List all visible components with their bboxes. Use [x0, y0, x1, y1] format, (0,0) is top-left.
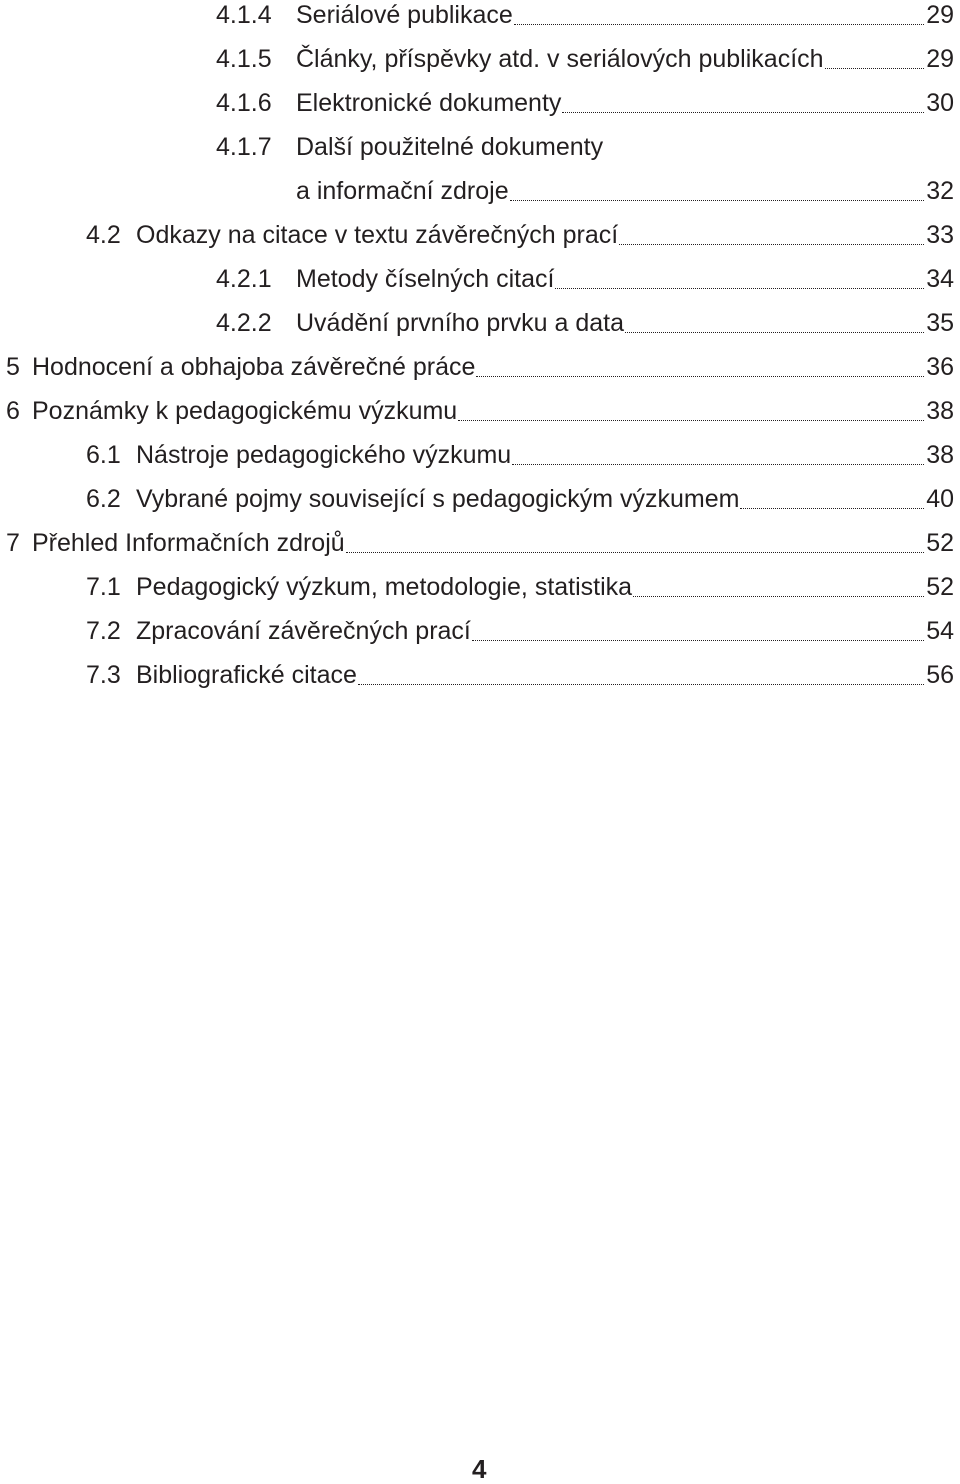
dot-leader: [562, 112, 924, 113]
toc-entry-page: 33: [926, 221, 954, 249]
toc-entry-number: 4.2.2: [216, 309, 272, 337]
toc-entry-number: 7.3: [86, 661, 121, 689]
toc-entry-7[interactable]: [0, 528, 960, 572]
toc-entry-number: 7: [6, 529, 20, 557]
dot-leader: [346, 552, 925, 553]
toc-entry-page: 40: [926, 485, 954, 513]
toc-entry-4-2-2[interactable]: [0, 308, 960, 352]
toc-entry-4-1-7-continued[interactable]: [0, 176, 960, 220]
toc-entry-number: 7.1: [86, 573, 121, 601]
dot-leader: [514, 24, 924, 25]
toc-entry-page: 52: [926, 573, 954, 601]
toc-entry-7-2[interactable]: [0, 616, 960, 660]
dot-leader: [619, 244, 924, 245]
toc-entry-5[interactable]: [0, 352, 960, 396]
toc-entry-page: 34: [926, 265, 954, 293]
dot-leader: [472, 640, 924, 641]
toc-entry-title: Poznámky k pedagogickému výzkumu: [32, 397, 458, 425]
toc-entry-page: 52: [926, 529, 954, 557]
toc-entry-number: 6.2: [86, 485, 121, 513]
page-number: 4: [472, 1454, 487, 1484]
toc-entry-title: Zpracování závěrečných prací: [136, 617, 471, 645]
toc-entry-number: 4.2: [86, 221, 121, 249]
toc-entry-number: 4.1.5: [216, 45, 272, 73]
toc-entry-number: 4.2.1: [216, 265, 272, 293]
toc-entry-title: Bibliografické citace: [136, 661, 357, 689]
toc-entry-page: 35: [926, 309, 954, 337]
toc-entry-page: 36: [926, 353, 954, 381]
toc-entry-title: Hodnocení a obhajoba závěrečné práce: [32, 353, 476, 381]
toc-entry-6-1[interactable]: [0, 440, 960, 484]
toc-entry-number: 4.1.7: [216, 133, 272, 161]
toc-entry-title: Články, příspěvky atd. v seriálových publikacích: [296, 45, 824, 73]
toc-entry-number: 4.1.6: [216, 89, 272, 117]
toc-entry-title: Další použitelné dokumenty: [296, 133, 604, 161]
toc-entry-4-1-7[interactable]: [0, 132, 960, 176]
toc-entry-number: 6: [6, 397, 20, 425]
toc-entry-page: 29: [926, 1, 954, 29]
toc-entry-number: 4.1.4: [216, 1, 272, 29]
dot-leader: [510, 200, 925, 201]
toc-entry-page: 56: [926, 661, 954, 689]
toc-entry-title: Pedagogický výzkum, metodologie, statistika: [136, 573, 633, 601]
toc-entry-4-1-5[interactable]: [0, 44, 960, 88]
dot-leader: [625, 332, 924, 333]
toc-entry-page: 38: [926, 397, 954, 425]
toc-entry-title: Nástroje pedagogického výzkumu: [136, 441, 512, 469]
dot-leader: [555, 288, 924, 289]
toc-entry-4-1-4[interactable]: [0, 0, 960, 44]
toc-entry-page: 30: [926, 89, 954, 117]
toc-entry-page: 54: [926, 617, 954, 645]
toc-entry-title: Seriálové publikace: [296, 1, 513, 29]
toc-entry-7-1[interactable]: [0, 572, 960, 616]
toc-entry-number: 5: [6, 353, 20, 381]
toc-entry-title: Uvádění prvního prvku a data: [296, 309, 624, 337]
dot-leader: [458, 420, 924, 421]
toc-entry-4-2[interactable]: [0, 220, 960, 264]
toc-entry-4-2-1[interactable]: [0, 264, 960, 308]
toc-entry-page: 38: [926, 441, 954, 469]
toc-entry-title: a informační zdroje: [296, 177, 509, 205]
toc-entry-6[interactable]: [0, 396, 960, 440]
toc-entry-title: Elektronické dokumenty: [296, 89, 562, 117]
dot-leader: [358, 684, 924, 685]
dot-leader: [825, 68, 925, 69]
toc-entry-page: 29: [926, 45, 954, 73]
toc-entry-title: Metody číselných citací: [296, 265, 555, 293]
dot-leader: [633, 596, 924, 597]
dot-leader: [476, 376, 924, 377]
toc-entry-6-2[interactable]: [0, 484, 960, 528]
toc-entry-number: 7.2: [86, 617, 121, 645]
toc-entry-number: 6.1: [86, 441, 121, 469]
toc-entry-title: Přehled Informačních zdrojů: [32, 529, 345, 557]
dot-leader: [740, 508, 924, 509]
toc-entry-title: Vybrané pojmy související s pedagogickým výzkumem: [136, 485, 740, 513]
toc-entry-4-1-6[interactable]: [0, 88, 960, 132]
toc-entry-page: 32: [926, 177, 954, 205]
toc-entry-title: Odkazy na citace v textu závěrečných prací: [136, 221, 619, 249]
dot-leader: [512, 464, 924, 465]
toc-entry-7-3[interactable]: [0, 660, 960, 704]
